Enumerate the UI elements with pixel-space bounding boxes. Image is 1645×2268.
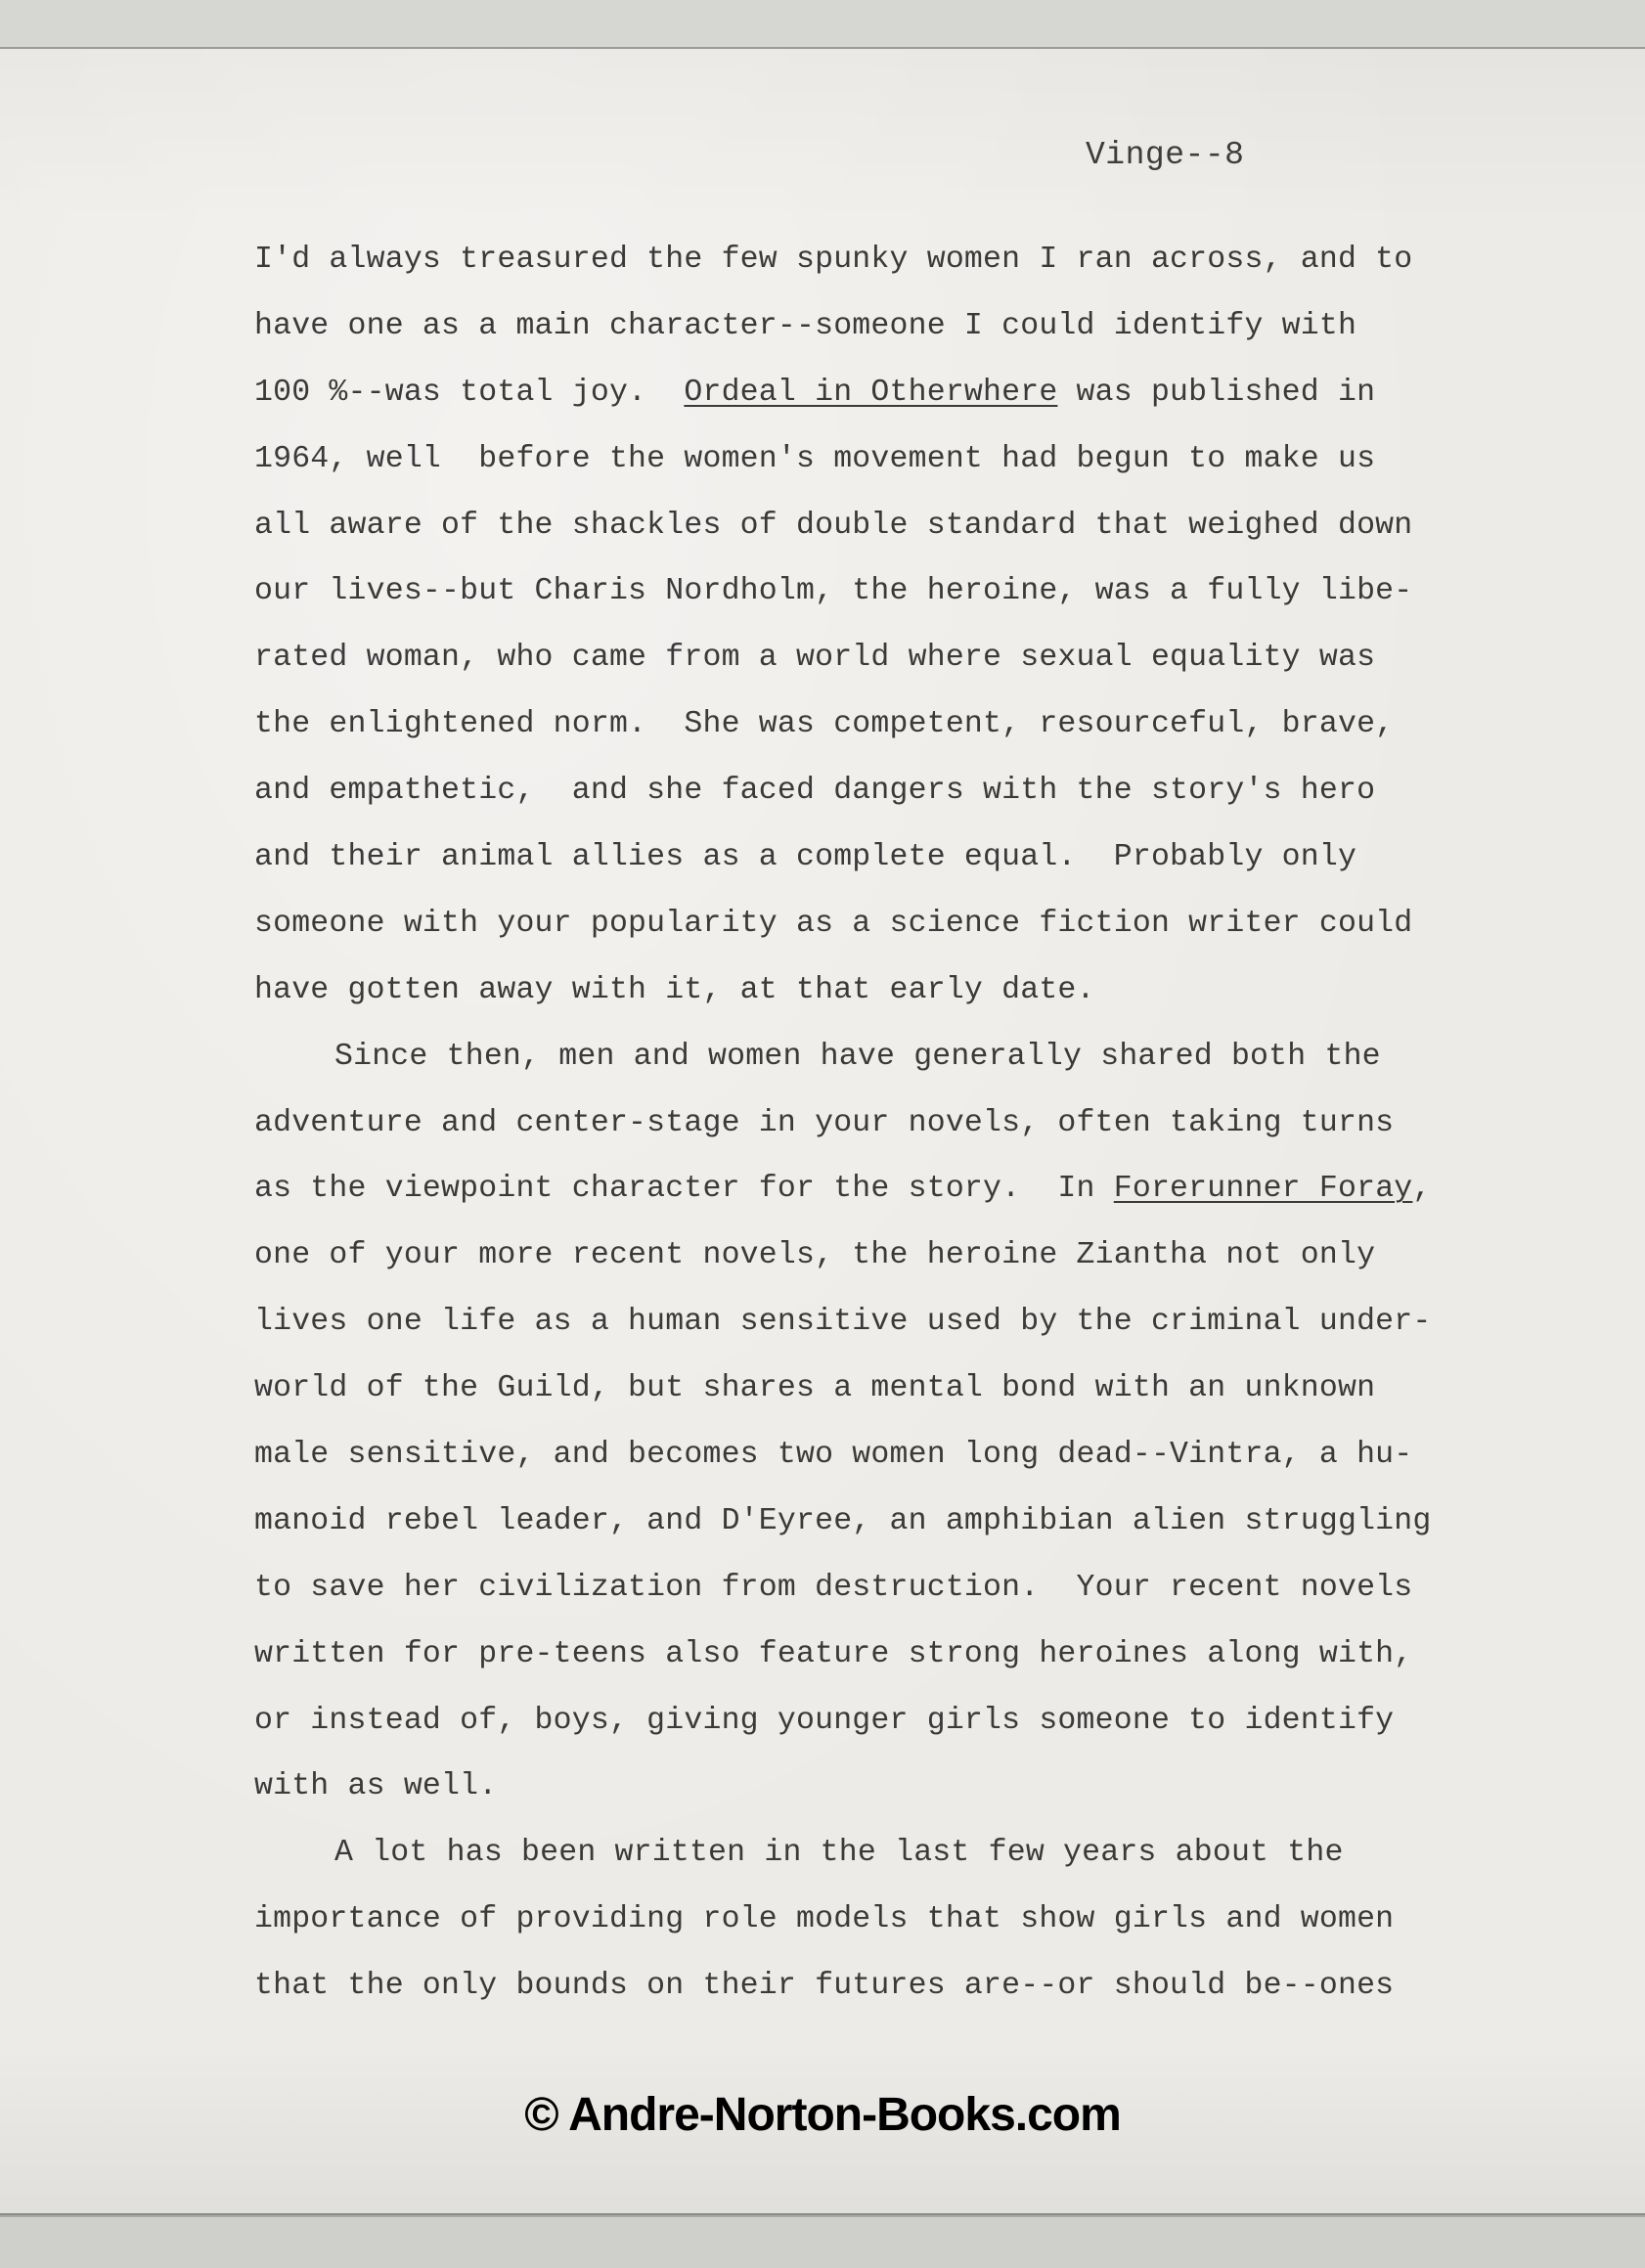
text-line: written for pre-teens also feature strong heroines along with, — [254, 1636, 1413, 1671]
book-title-forerunner-foray: Forerunner Foray — [1113, 1172, 1413, 1207]
text-line: with as well. — [254, 1769, 498, 1804]
page-number-header: Vinge--8 — [1086, 137, 1245, 173]
text-line: and their animal allies as a complete equal. Probably only — [254, 840, 1357, 875]
text-line: world of the Guild, but shares a mental bond with an unknown — [254, 1371, 1376, 1406]
text-line: all aware of the shackles of double standard that weighed down — [254, 508, 1413, 543]
book-title-ordeal-in-otherwhere: Ordeal in Otherwhere — [684, 375, 1058, 410]
page-bottom-edge — [0, 2215, 1645, 2268]
text-line: lives one life as a human sensitive used by the criminal under- — [254, 1305, 1432, 1340]
text-line: Since then, men and women have generally shared both the — [334, 1039, 1381, 1074]
text-run: , — [1412, 1172, 1432, 1207]
document-body — [254, 227, 1526, 2020]
text-run: was published in — [1057, 375, 1376, 410]
text-line: and empathetic, and she faced dangers with the story's hero — [254, 774, 1376, 809]
text-line: have one as a main character--someone I could identify with — [254, 308, 1357, 343]
text-line: I'd always treasured the few spunky women I ran across, and to — [254, 243, 1413, 277]
text-line: male sensitive, and becomes two women long dead--Vintra, a hu- — [254, 1438, 1413, 1473]
text-line: someone with your popularity as a science fiction writer could — [254, 906, 1413, 941]
text-line: A lot has been written in the last few years about the — [334, 1836, 1344, 1871]
text-line: our lives--but Charis Nordholm, the heroine, was a fully libe- — [254, 574, 1413, 609]
text-run: as the viewpoint character for the story. In — [254, 1172, 1114, 1207]
text-line: the enlightened norm. She was competent, resourceful, brave, — [254, 707, 1395, 742]
copyright-watermark: © Andre-Norton-Books.com — [524, 2089, 1121, 2141]
text-line: have gotten away with it, at that early date. — [254, 972, 1095, 1007]
text-line: that the only bounds on their futures are--or should be--ones — [254, 1969, 1395, 2004]
text-line: manoid rebel leader, and D'Eyree, an amphibian alien struggling — [254, 1503, 1432, 1538]
text-run: 100 %--was total joy. — [254, 375, 685, 410]
text-line: one of your more recent novels, the heroine Ziantha not only — [254, 1238, 1376, 1273]
text-line: 1964, well before the women's movement had begun to make us — [254, 441, 1376, 476]
text-line: adventure and center-stage in your novels, often taking turns — [254, 1105, 1395, 1140]
text-line — [254, 360, 1526, 426]
text-line: to save her civilization from destruction. Your recent novels — [254, 1570, 1413, 1605]
text-line: importance of providing role models that show girls and women — [254, 1902, 1395, 1937]
text-line: rated woman, who came from a world where sexual equality was — [254, 641, 1376, 676]
text-line: or instead of, boys, giving younger girls someone to identify — [254, 1703, 1395, 1738]
text-line — [254, 1156, 1526, 1223]
